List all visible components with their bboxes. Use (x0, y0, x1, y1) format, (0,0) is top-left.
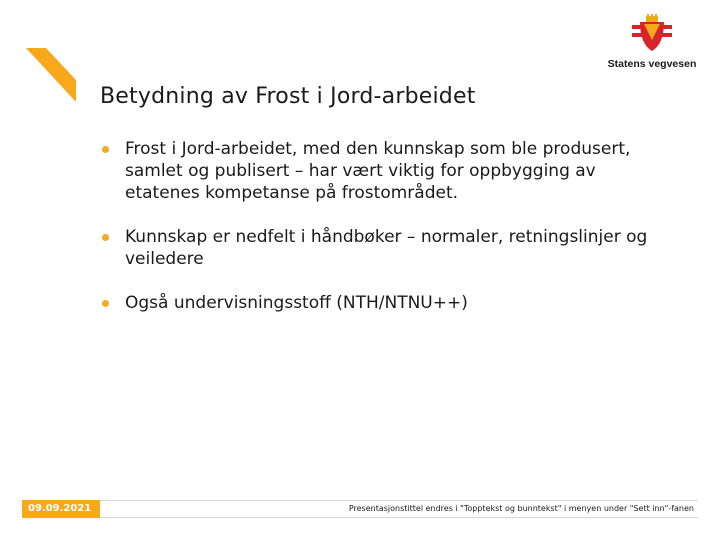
logo-wordmark: Statens vegvesen (607, 58, 697, 70)
statens-vegvesen-logo (602, 14, 702, 70)
bullet-dot-icon (102, 234, 109, 241)
bullet-text: Frost i Jord-arbeidet, med den kunnskap som ble produsert, samlet og publisert – har vært viktig for oppbygging av etatenes kompetanse på frostområdet. (125, 139, 631, 203)
bullet-item (101, 226, 661, 270)
footer-presentation-title: Presentasjonstittel endres i "Topptekst og bunntekst" i menyen under "Sett inn"-fanen (348, 504, 694, 513)
bullet-dot-icon (102, 146, 109, 153)
bullet-item (101, 292, 661, 314)
statens-vegvesen-crest-icon (630, 14, 674, 54)
bullet-dot-icon (102, 300, 109, 307)
slide-title: Betydning av Frost i Jord-arbeidet (100, 84, 476, 109)
bullet-text: Kunnskap er nedfelt i håndbøker – normaler, retningslinjer og veiledere (125, 227, 648, 269)
footer-date: 09.09.2021 (22, 500, 100, 518)
bullet-item (101, 138, 661, 204)
bullet-list (101, 138, 661, 336)
bullet-text: Også undervisningsstoff (NTH/NTNU++) (125, 293, 468, 313)
